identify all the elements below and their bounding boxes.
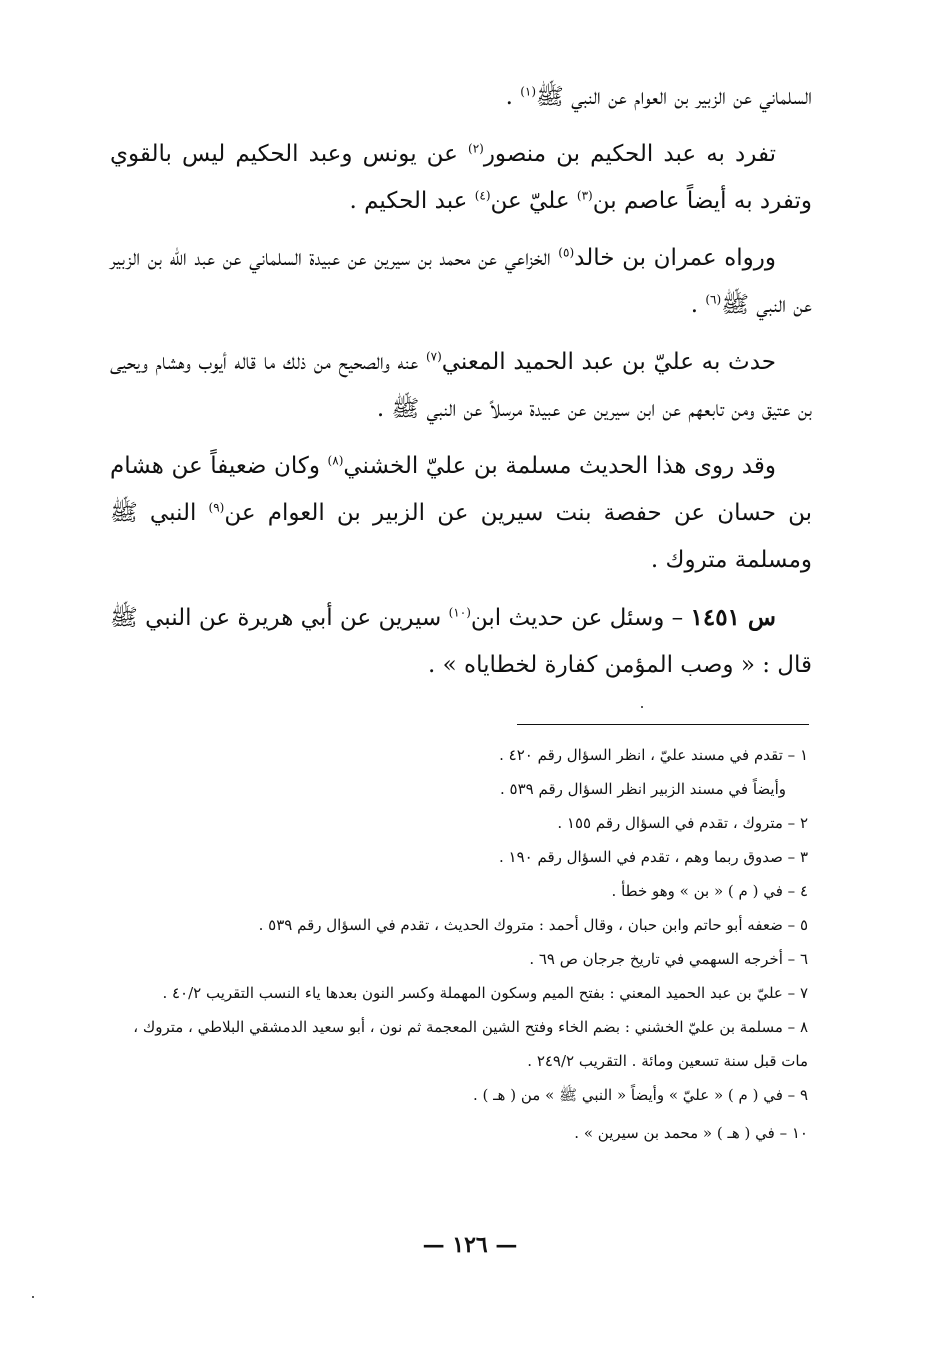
paragraph-1: [110, 74, 812, 121]
text-run: عبد الحكيم .: [349, 188, 475, 214]
footnote-3: ٣ – صدوق ربما وهم ، تقدم في السؤال رقم ١٩٠ .: [498, 848, 808, 866]
page-number: — ١٢٦ —: [422, 1232, 518, 1258]
footnote-marker: (٨): [327, 453, 344, 468]
footnote-6: ٦ – أخرجه السهمي في تاريخ جرجان ص ٦٩ .: [529, 950, 808, 968]
footnote-1: ١ – تقدم في مسند عليّ ، انظر السؤال رقم ٤٢٠ .: [499, 746, 808, 764]
footnote-marker: (١٠): [448, 605, 471, 620]
paragraph-5: [110, 443, 812, 584]
text-run: .: [690, 292, 706, 318]
footnote-10: ١٠ – في ( هـ ) « محمد بن سيرين » .: [574, 1124, 808, 1142]
text-run: وكان ضعيفاً عن هشام بن حسان عن حفصة بنت سيرين عن الزبير بن العوام عن: [110, 453, 812, 526]
footnotes: [125, 738, 808, 1150]
text-run: السلماني عن الزبير بن العوام عن النبي ﷺ: [536, 84, 812, 110]
main-text: [110, 74, 812, 699]
footnote-7: ٧ – عليّ بن عبد الحميد المعني : بفتح الميم وسكون المهملة وكسر النون بعدها ياء النسب التقريب ٤٠/٢ .: [162, 984, 808, 1002]
scan-speck: [32, 1296, 34, 1298]
footnote-8: ٨ – مسلمة بن عليّ الخشني : بضم الخاء وفتح الشين المعجمة ثم نون ، أبو سعيد الدمشقي البلاطي ، متروك ، مات قبل سنة تسعين ومائة . التقريب ٢٤٩/٢ .: [133, 1018, 808, 1070]
text-run: حدث به عليّ بن عبد الحميد المعني: [441, 349, 776, 375]
footnote-5: ٥ – ضعفه أبو حاتم وابن حبان ، وقال أحمد : متروك الحديث ، تقدم في السؤال رقم ٥٣٩ .: [258, 916, 808, 934]
text-run: تفرد به عبد الحكيم بن منصور: [483, 141, 776, 167]
footnote-4: ٤ – في ( م ) « بن » وهو خطأ .: [611, 882, 808, 900]
text-run: عنه والصحيح من ذلك ما قاله أيوب وهشام ويحيى بن عتيق ومن تابعهم عن ابن سيرين عن عبيدة مرسلاً عن النبي ﷺ .: [110, 349, 812, 422]
footnote-marker: (٢): [468, 141, 484, 156]
text-run: – وسئل عن حديث ابن: [470, 605, 691, 631]
footnote-marker: (٧): [425, 349, 442, 364]
text-run: عن يونس وعبد الحكيم ليس بالقوي وتفرد به أيضاً عاصم بن: [110, 141, 812, 214]
footnote-9: ٩ – في ( م ) « عليّ » وأيضاً « النبي ﷺ » من ( هـ ) .: [473, 1086, 808, 1104]
text-run: سيرين عن أبي هريرة عن النبي ﷺ قال : « وصب المؤمن كفارة لخطاياه » .: [109, 605, 812, 678]
footnote-marker: (٥): [558, 245, 575, 260]
footnote-divider: [517, 724, 809, 725]
footnote-marker: (٦): [705, 292, 722, 307]
text-run: النبي ﷺ ومسلمة متروك .: [110, 500, 812, 573]
text-run: عليّ عن: [490, 188, 577, 214]
footnote-2: ٢ – متروك ، تقدم في السؤال رقم ١٥٥ .: [557, 814, 808, 832]
paragraph-6-question: [110, 594, 812, 689]
paragraph-3: [110, 235, 812, 329]
text-run: الخزاعي عن محمد بن سيرين عن عبيدة السلماني عن عبد الله بن الزبير عن النبي ﷺ: [110, 245, 812, 318]
paragraph-4: [110, 339, 812, 433]
footnote-1-continued: وأيضاً في مسند الزبير انظر السؤال رقم ٥٣٩ .: [500, 780, 786, 798]
footnote-marker: (٤): [474, 188, 491, 203]
footnote-marker: (٩): [208, 500, 225, 515]
text-run: وقد روى هذا الحديث مسلمة بن عليّ الخشني: [343, 453, 776, 479]
footnote-marker: (١): [520, 84, 537, 99]
paragraph-2: [110, 131, 812, 225]
question-number: س ١٤٥١: [690, 604, 776, 631]
text-run: ورواه عمران بن خالد: [574, 245, 776, 271]
scan-speck: [641, 706, 643, 708]
text-run: .: [505, 84, 521, 110]
footnote-marker: (٣): [576, 188, 593, 203]
